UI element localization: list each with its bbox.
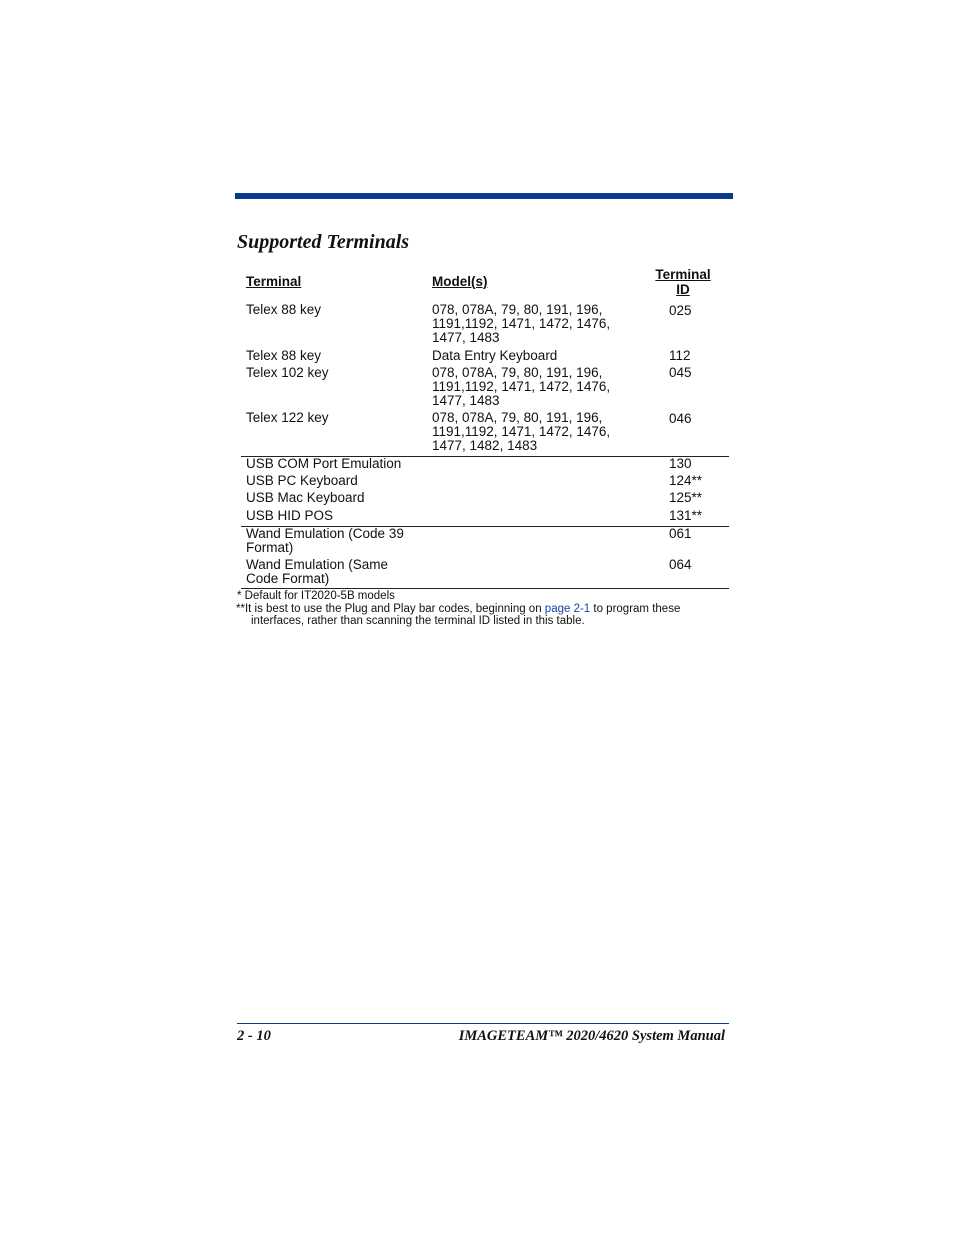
cell-terminal: Telex 88 key (246, 302, 322, 317)
model-line: 1477, 1483 (432, 393, 500, 408)
model-line: Data Entry Keyboard (432, 348, 558, 363)
header-terminal: Terminal (246, 274, 302, 289)
page-2-1-link[interactable]: page 2-1 (544, 603, 591, 615)
model-line: 1191,1192, 1471, 1472, 1476, (432, 316, 611, 331)
manual-title: IMAGETEAM™ 2020/4620 System Manual (458, 1028, 725, 1044)
footnote-text: to program these (590, 603, 681, 615)
cell-models (432, 411, 632, 453)
header-models: Model(s) (432, 274, 488, 289)
model-line: 1191,1192, 1471, 1472, 1476, (432, 424, 611, 439)
footnote-default: * Default for IT2020-5B models (237, 590, 395, 602)
model-line: 1477, 1483 (432, 330, 500, 345)
model-line: 1477, 1482, 1483 (432, 438, 538, 453)
cell-terminal-id: 130 (669, 456, 692, 471)
cell-models (432, 303, 632, 345)
header-rule (235, 193, 733, 199)
footer-rule (237, 1023, 729, 1024)
cell-models (432, 349, 632, 363)
page-number: 2 - 10 (237, 1028, 271, 1044)
terminal-line: Wand Emulation (Same (246, 557, 389, 572)
cell-terminal-id: 125** (669, 490, 703, 505)
footnote-plug-and-play-line2: interfaces, rather than scanning the terminal ID listed in this table. (251, 615, 585, 627)
page-title: Supported Terminals (237, 231, 410, 253)
terminal-line: Format) (246, 540, 294, 555)
cell-terminal-id: 061 (669, 526, 692, 541)
cell-terminal: USB PC Keyboard (246, 473, 358, 488)
cell-terminal: Telex 88 key (246, 348, 322, 363)
model-line: 078, 078A, 79, 80, 191, 196, (432, 365, 603, 380)
cell-terminal (246, 558, 426, 586)
header-terminal-id-line1: Terminal (655, 267, 711, 282)
terminal-line: Wand Emulation (Code 39 (246, 526, 404, 541)
terminal-line: Code Format) (246, 571, 330, 586)
footnote-plug-and-play (236, 603, 736, 616)
cell-terminal-id: 124** (669, 473, 703, 488)
cell-terminal: USB Mac Keyboard (246, 490, 365, 505)
cell-terminal (246, 527, 426, 555)
header-terminal-id (654, 267, 712, 297)
header-terminal-id-line2: ID (676, 282, 690, 297)
cell-terminal: USB HID POS (246, 508, 334, 523)
model-line: 078, 078A, 79, 80, 191, 196, (432, 410, 603, 425)
cell-terminal: USB COM Port Emulation (246, 456, 402, 471)
footnote-text: **It is best to use the Plug and Play bar codes, beginning on (236, 603, 545, 615)
cell-terminal-id: 131** (669, 508, 703, 523)
table-bottom-rule (241, 588, 729, 589)
cell-terminal: Telex 102 key (246, 365, 329, 380)
cell-terminal-id: 112 (669, 348, 691, 363)
model-line: 1191,1192, 1471, 1472, 1476, (432, 379, 611, 394)
model-line: 078, 078A, 79, 80, 191, 196, (432, 302, 603, 317)
cell-terminal: Telex 122 key (246, 410, 329, 425)
cell-models (432, 366, 632, 408)
cell-terminal-id: 045 (669, 365, 692, 380)
cell-terminal-id: 046 (669, 411, 692, 426)
cell-terminal-id: 064 (669, 557, 692, 572)
cell-terminal-id: 025 (669, 303, 692, 318)
